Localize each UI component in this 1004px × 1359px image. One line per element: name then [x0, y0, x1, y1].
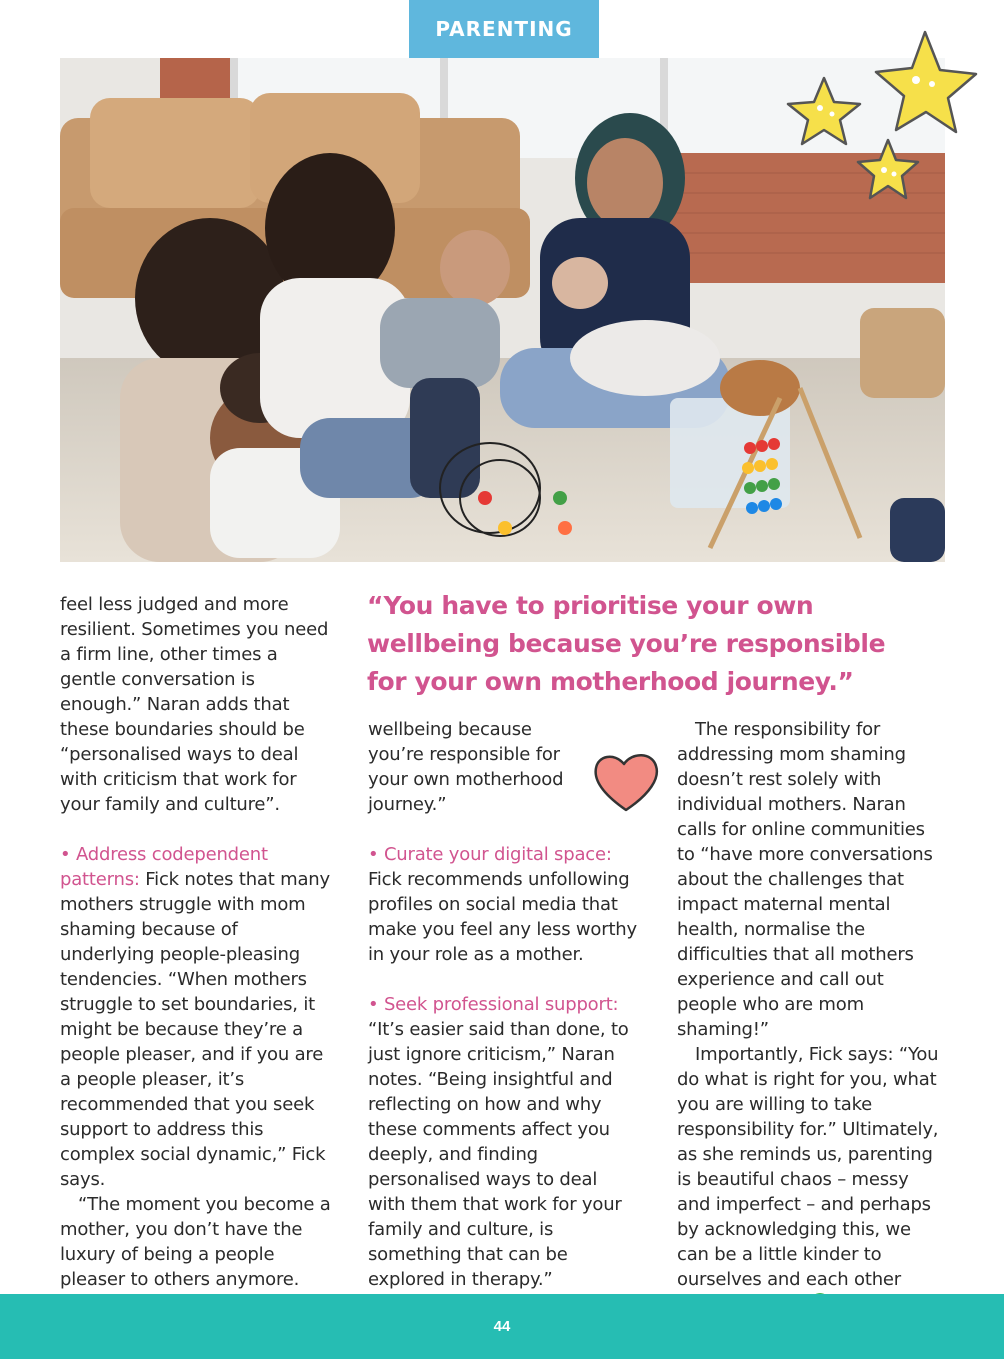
- bullet-heading-codependent: • Address codependent patterns:: [60, 844, 268, 890]
- col2-bullet-2: [368, 842, 638, 967]
- pull-quote: “You have to prioritise your own wellbeing because you’re responsible for your own motherhood journey.”: [367, 591, 886, 696]
- heart-icon: [590, 748, 662, 816]
- col3-paragraph-2: [677, 1042, 947, 1317]
- bullet-text-codependent: Fick notes that many mothers struggle with mom shaming because of underlying people-pleasing tendencies. “When mothers struggle to set boundaries, it might be because they’re a people pleaser, and if you are a people pleaser, it’s recommended that you seek support to address this complex social dynamic,” Fick says.: [60, 869, 330, 1190]
- col1-paragraph-1: feel less judged and more resilient. Sometimes you need a firm line, other times a gentle conversation is enough.” Naran adds that these boundaries should be “personalised ways to deal with criticism that work for your family and culture”.: [60, 594, 329, 815]
- page-number: 44: [493, 1318, 511, 1335]
- col2-bullet-3: [368, 992, 638, 1292]
- bullet-text-digital-space: Fick recommends unfollowing profiles on social media that make you feel any less worthy in your role as a mother.: [368, 869, 637, 965]
- column-3: [677, 717, 947, 1317]
- col3-paragraph-1: The responsibility for addressing mom shaming doesn’t rest solely with individual mothers. Naran calls for online communities to “have more conversations about the challenges that impact maternal mental health, normalise the difficulties that all mothers experience and call out people who are mom shaming!”: [677, 719, 933, 1040]
- bullet-heading-digital-space: • Curate your digital space:: [368, 844, 612, 865]
- bullet-text-professional-support: “It’s easier said than done, to just ignore criticism,” Naran notes. “Being insightful and reflecting on how and why these comments affect you deeply, and finding personalised ways to deal with them that work for your family and culture, is something that can be explored in therapy.”: [368, 1019, 629, 1290]
- col3-paragraph-2-text: Importantly, Fick says: “You do what is right for you, what you are willing to take responsibility for.” Ultimately, as she reminds us, parenting is beautiful chaos – messy and imperfect – and perhaps by acknowledging this, we can be a little kinder to ourselves and each other: [677, 1044, 939, 1290]
- bullet-heading-professional-support: • Seek professional support:: [368, 994, 619, 1015]
- column-1: [60, 592, 335, 1317]
- section-tab: PARENTING: [409, 0, 599, 58]
- page-footer: [0, 1294, 1004, 1359]
- col2-paragraph-1: wellbeing because you’re responsible for your own motherhood journey.”: [368, 719, 564, 815]
- stars-decoration-icon: [780, 26, 980, 226]
- col1-paragraph-2: “The moment you become a mother, you don’t have the luxury of being a people pleaser to others anymore.: [60, 1194, 331, 1290]
- col1-bullet-1: [60, 842, 335, 1192]
